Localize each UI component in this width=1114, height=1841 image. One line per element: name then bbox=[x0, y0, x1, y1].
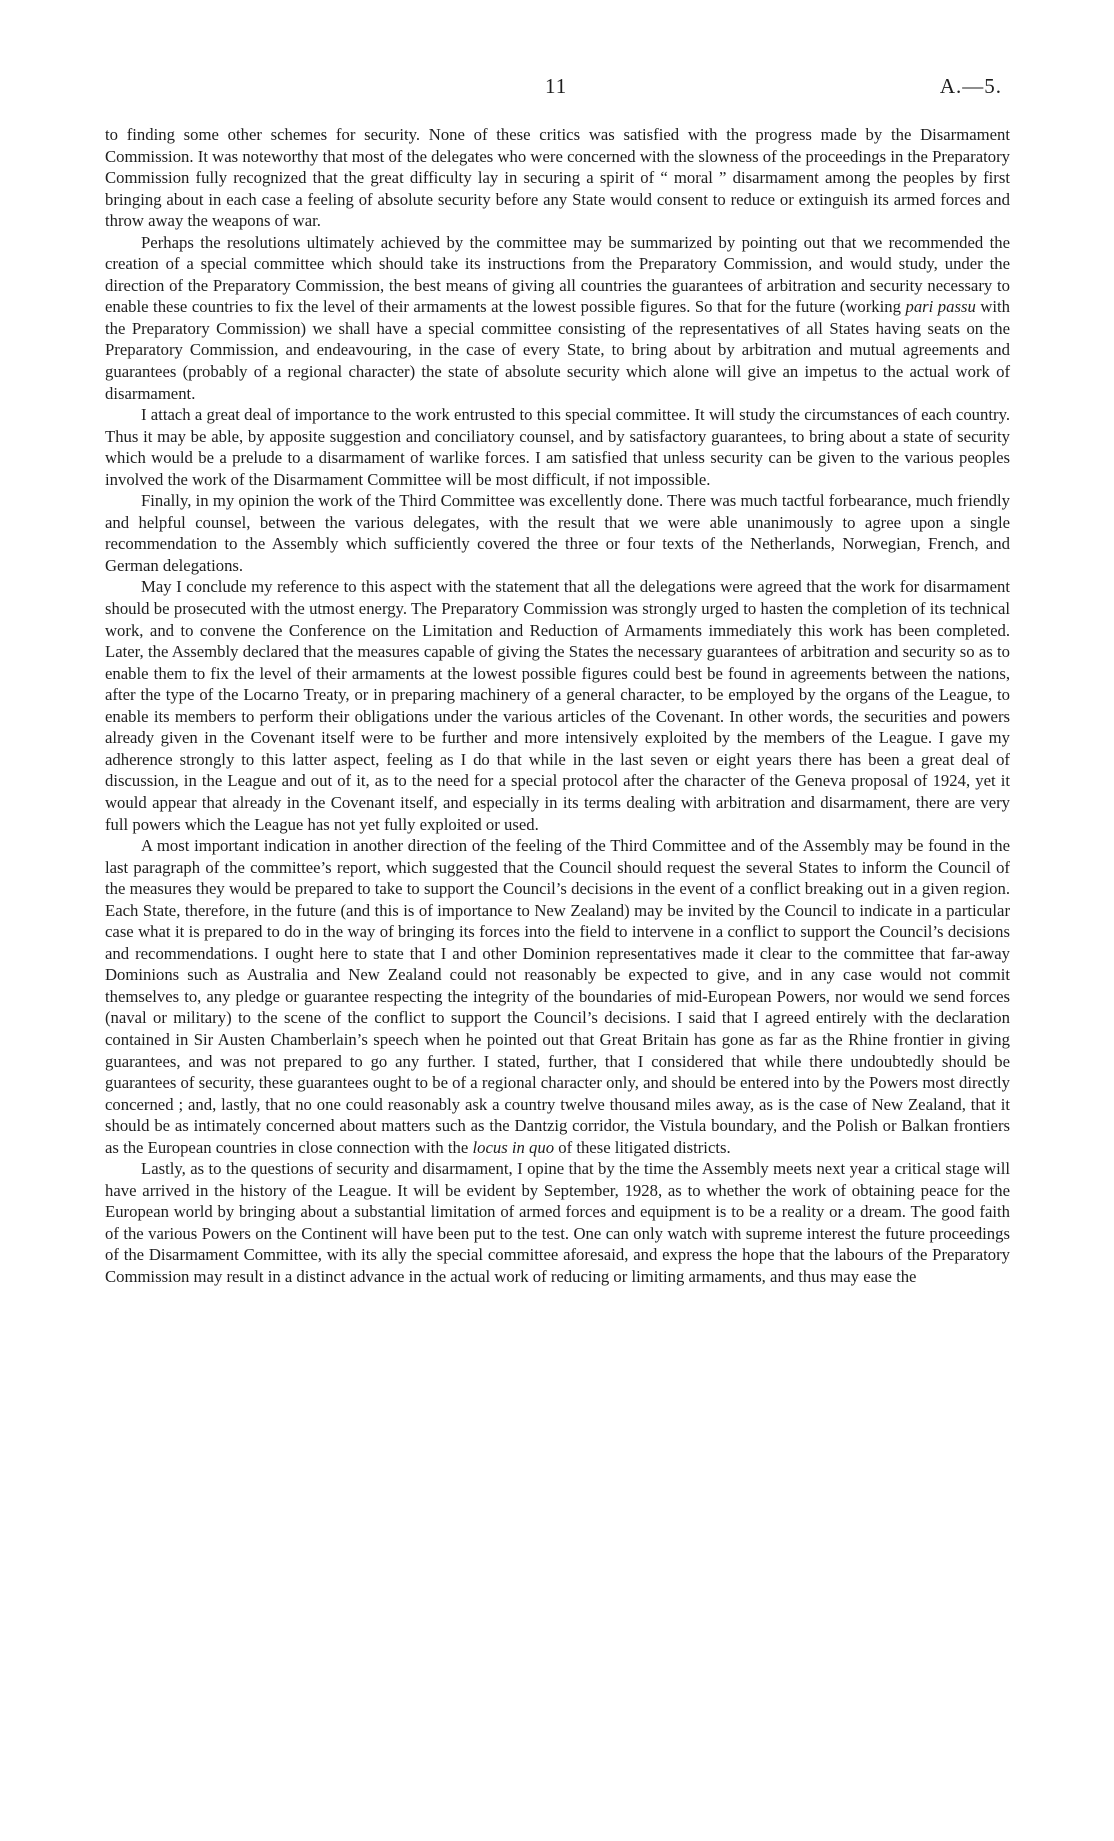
text-run: Perhaps the resolutions ultimately achieved by the committee may be summarized by pointing out that we recommended the creation of a special committee which should take its instructions from the Preparatory Commission, and would study, under the direction of the Preparatory Commission, the best means of giving all countries the guarantees of arbitration and security necessary to enable these countries to fix the level of their armaments at the lowest possible figures. So that for the future (working bbox=[105, 232, 1010, 317]
text-run: Lastly, as to the questions of security and disarmament, I opine that by the time the Assembly meets next year a critical stage will have arrived in the history of the League. It will be evident by September, 1928, as to whether the work of obtaining peace for the European world by bringing about a substantial limitation of armed forces and equipment is to be a reality or a dream. The good faith of the various Powers on the Continent will have been put to the test. One can only watch with supreme interest the future proceedings of the Disarmament Committee, with its ally the special committee aforesaid, and express the hope that the labours of the Preparatory Commission may result in a distinct advance in the actual work of reducing or limiting armaments, and thus may ease the bbox=[105, 1159, 1010, 1286]
paragraph bbox=[105, 404, 1010, 490]
italic-phrase: pari passu bbox=[905, 297, 976, 317]
paragraph bbox=[105, 835, 1010, 1158]
page-number: 11 bbox=[545, 74, 568, 98]
paragraph bbox=[105, 124, 1010, 232]
text-run: A most important indication in another direction of the feeling of the Third Committee and of the Assembly may be found in the last paragraph of the committee’s report, which suggested that the Council should request the several States to inform the Council of the measures they would be prepared to take to support the Council’s decisions in the event of a conflict breaking out in a given region. Each State, therefore, in the future (and this is of importance to New Zealand) may be invited by the Council to indicate in a particular case what it is prepared to do in the way of bringing its forces into the field to intervene in a conflict to support the Council’s decisions and recommendations. I ought here to state that I and other Dominion representatives made it clear to the committee that far-away Dominions such as Australia and New Zealand could not reasonably be expected to give, and in any case would not commit themselves to, any pledge or guarantee respecting the integrity of the boundaries of mid-European Powers, nor would we send forces (naval or military) to the scene of the conflict to support the Council’s decisions. I said that I agreed entirely with the declaration contained in Sir Austen Chamberlain’s speech when he pointed out that Great Britain has gone as far as the Rhine frontier in giving guarantees, and was not prepared to go any further. I stated, further, that I considered that while there undoubtedly should be guarantees of security, these guarantees ought to be of a regional character only, and should be entered into by the Powers most directly concerned ; and, lastly, that no one could reasonably ask a country twelve thousand miles away, as is the case of New Zealand, that it should be as intimately concerned about matters such as the Dantzig corridor, the Vistula boundary, and the Polish or Balkan frontiers as the European countries in close connection with the bbox=[105, 836, 1010, 1157]
text-run: with the Preparatory Commission) we shall have a special committee consisting of the representatives of all States having seats on the Preparatory Commission, and endeavouring, in the case of every State, to bring about by arbitration and mutual agreements and guarantees (probably of a regional character) the state of absolute security which alone will give an impetus to the actual work of disarmament. bbox=[105, 297, 1011, 403]
paragraph bbox=[105, 232, 1010, 404]
text-run: Finally, in my opinion the work of the Third Committee was excellently done. There was much tactful forbearance, much friendly and helpful counsel, between the various delegates, with the result that we were able unanimously to agree upon a single recommendation to the Assembly which sufficiently covered the three or four texts of the Netherlands, Norwegian, French, and German delegations. bbox=[105, 491, 1010, 575]
paragraph bbox=[105, 490, 1010, 576]
text-run: of these litigated districts. bbox=[554, 1137, 731, 1157]
italic-phrase: locus in quo bbox=[472, 1137, 555, 1157]
body-text bbox=[105, 124, 1010, 1288]
page-header bbox=[0, 74, 1114, 104]
text-run: May I conclude my reference to this aspect with the statement that all the delegations were agreed that the work for disarmament should be prosecuted with the utmost energy. The Preparatory Commission was strongly urged to hasten the completion of its technical work, and to convene the Conference on the Limitation and Reduction of Armaments immediately this work has been completed. Later, the Assembly declared that the measures capable of giving the States the necessary guarantees of arbitration and security so as to enable them to fix the level of their armaments at the lowest possible figures could best be found in agreements between the nations, after the type of the Locarno Treaty, or in preparing machinery of a general character, to be employed by the organs of the League, to enable its members to perform their obligations under the various articles of the Covenant. In other words, the securities and powers already given in the Covenant itself were to be further and more intensively exploited by the members of the League. I gave my adherence strongly to this latter aspect, feeling as I do that while in the last seven or eight years there has been a great deal of discussion, in the League and out of it, as to the need for a special protocol after the character of the Geneva proposal of 1924, yet it would appear that already in the Covenant itself, and especially in its terms dealing with arbitration and disarmament, there are very full powers which the League has not yet fully exploited or used. bbox=[105, 577, 1010, 834]
paragraph bbox=[105, 1158, 1010, 1287]
document-reference: A.—5. bbox=[939, 74, 1002, 98]
paragraph bbox=[105, 576, 1010, 835]
text-run: I attach a great deal of importance to the work entrusted to this special committee. It will study the circumstances of each country. Thus it may be able, by apposite suggestion and conciliatory counsel, and by satisfactory guarantees, to bring about a state of security which would be a prelude to a disarmament of warlike forces. I am satisfied that unless security can be given to the various peoples involved the work of the Disarmament Committee will be most difficult, if not impossible. bbox=[105, 405, 1010, 489]
text-run: to finding some other schemes for security. None of these critics was satisfied with the progress made by the Disarmament Commission. It was noteworthy that most of the delegates who were concerned with the slowness of the proceedings in the Preparatory Commission fully recognized that the great difficulty lay in securing a spirit of “ moral ” disarmament among the peoples by first bringing about in each case a feeling of absolute security before any State would consent to reduce or extinguish its armed forces and throw away the weapons of war. bbox=[105, 125, 1010, 231]
